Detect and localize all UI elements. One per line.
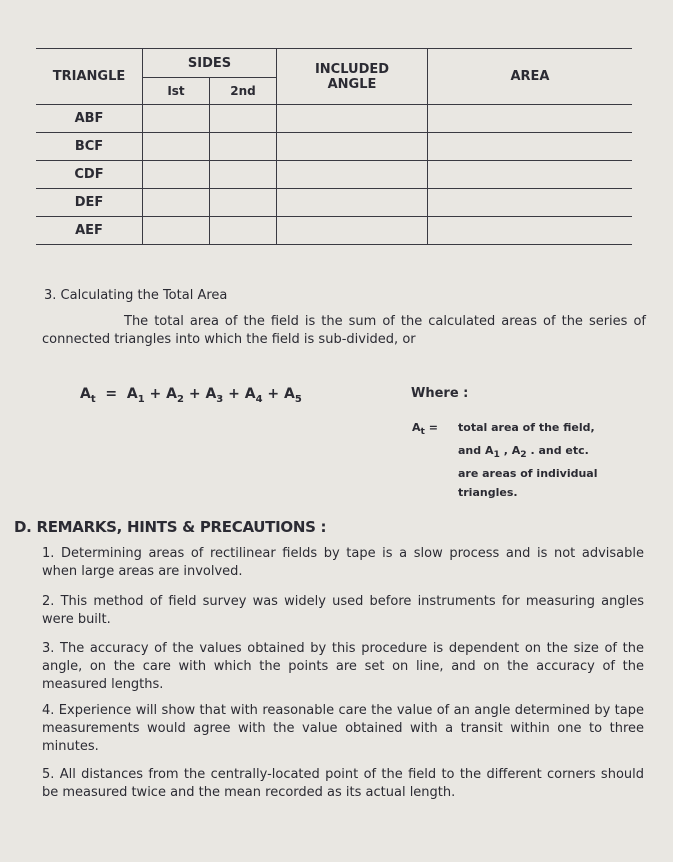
- where-label: Where :: [411, 386, 469, 401]
- header-side-2nd: 2nd: [210, 78, 277, 105]
- formula-term: 1: [137, 393, 145, 405]
- table-row: [36, 133, 632, 161]
- section-3-text: The total area of the field is the sum of the calculated areas of the series of connected triangles into which the field is sub-divided, or: [42, 314, 646, 347]
- section-3-heading: 3. Calculating the Total Area: [44, 288, 228, 303]
- header-angle-line2: ANGLE: [327, 76, 377, 92]
- where-line: triangles.: [458, 486, 518, 500]
- header-included-angle: [277, 49, 428, 105]
- section-3-paragraph: [42, 313, 646, 349]
- remark-item: 3. The accuracy of the values obtained by this procedure is dependent on the size of the angle, on the care with which the points are set on line, and on the accuracy of the measured lengths.: [42, 641, 644, 692]
- table-header-row: [36, 49, 632, 78]
- formula-term: 3: [216, 393, 224, 405]
- triangle-label: AEF: [36, 217, 143, 245]
- formula-term: 4: [255, 393, 263, 405]
- triangle-label: CDF: [36, 161, 143, 189]
- formula-term: 2: [177, 393, 184, 405]
- where-line: . and etc.: [530, 444, 589, 458]
- formula-term: 5: [294, 393, 302, 405]
- total-area-formula: $A_t = A_1 + A_2 + A_3 + A_4 + A_5$: [80, 386, 302, 405]
- where-line: are areas of individual: [458, 467, 598, 481]
- remark-item: 1. Determining areas of rectilinear fields by tape is a slow process and is not advisable when large areas are involved.: [42, 546, 644, 579]
- table-row: [36, 189, 632, 217]
- header-sides: SIDES: [143, 49, 277, 78]
- triangle-label: BCF: [36, 133, 143, 161]
- remark-item: 2. This method of field survey was widely used before instruments for measuring angles were built.: [42, 594, 644, 627]
- header-triangle: TRIANGLE: [36, 49, 143, 105]
- where-line: total area of the field,: [458, 421, 595, 434]
- formula-lhs-sub: t: [90, 393, 96, 405]
- triangle-label: ABF: [36, 105, 143, 133]
- remark-item: 4. Experience will show that with reasonable care the value of an angle determined by tape measurements would agree with the value obtained with a transit within one to three minutes.: [42, 703, 644, 754]
- where-definition: $A_t$ = total area of the field, and $A_1$ , $A_2$ . and etc. are areas of individual triangles.: [412, 418, 644, 502]
- remark-item: 5. All distances from the centrally-located point of the field to the different corners should be measured twice and the mean recorded as its actual length.: [42, 767, 644, 800]
- header-side-1st: Ist: [143, 78, 210, 105]
- triangle-label: DEF: [36, 189, 143, 217]
- table-row: [36, 217, 632, 245]
- header-area: AREA: [428, 49, 633, 105]
- table-row: [36, 161, 632, 189]
- header-angle-line1: INCLUDED: [314, 61, 390, 77]
- section-d-heading: D. REMARKS, HINTS & PRECAUTIONS :: [14, 518, 327, 536]
- triangle-area-table: [36, 48, 632, 245]
- formula-equals: =: [105, 386, 118, 402]
- table-row: [36, 105, 632, 133]
- where-term: $A_t$ =: [412, 421, 438, 438]
